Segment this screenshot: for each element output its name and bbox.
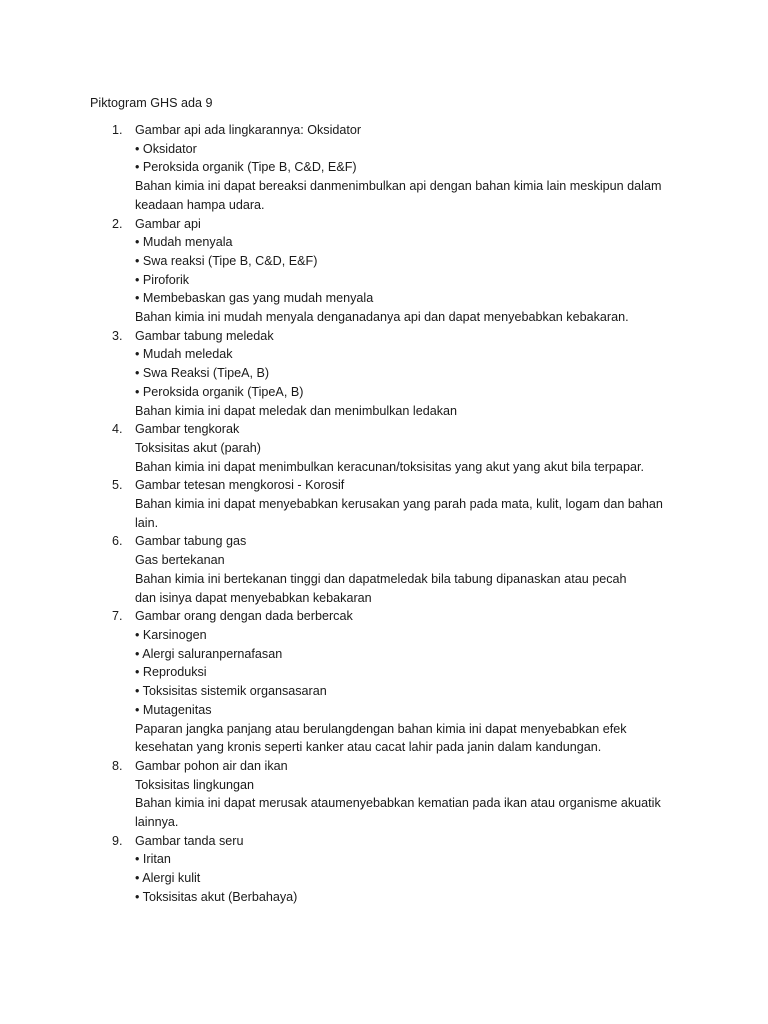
item-text-line: Bahan kimia ini dapat merusak ataumenyebabkan kematian pada ikan atau organisme akuatik	[135, 796, 661, 811]
list-item	[0, 532, 768, 607]
item-number: 6.	[112, 534, 123, 549]
item-heading: Gambar api ada lingkarannya: Oksidator	[135, 123, 362, 137]
item-number: 5.	[112, 478, 123, 493]
item-number: 2.	[112, 216, 123, 231]
bullet-point: • Alergi kulit	[135, 871, 201, 886]
bullet-point: • Reproduksi	[135, 665, 207, 680]
item-heading: Gambar tabung gas	[135, 534, 247, 549]
item-heading: Gambar tabung meledak	[135, 328, 274, 343]
bullet-point: • Toksisitas sistemik organsasaran	[135, 684, 327, 699]
item-text-line: Toksisitas lingkungan	[135, 777, 255, 792]
list-item	[0, 476, 768, 532]
bullet-point: • Mudah meledak	[135, 347, 233, 362]
bullet-point: • Peroksida organik (Tipe B, C&D, E&F)	[135, 160, 357, 175]
item-text-line: Bahan kimia ini dapat meledak dan menimbulkan ledakan	[135, 403, 458, 418]
item-number: 1.	[112, 123, 123, 137]
bullet-point: • Membebaskan gas yang mudah menyala	[135, 291, 374, 306]
bullet-point: • Karsinogen	[135, 627, 207, 642]
item-number: 8.	[112, 758, 123, 773]
bullet-point: • Mutagenitas	[135, 702, 212, 717]
pictogram-list	[0, 121, 768, 907]
list-item	[0, 832, 768, 907]
item-text-line: Bahan kimia ini dapat bereaksi danmenimbulkan api dengan bahan kimia lain meskipun dalam	[135, 179, 662, 194]
bullet-point: • Swa Reaksi (TipeA, B)	[135, 366, 270, 381]
item-text-line: Bahan kimia ini dapat menimbulkan keracunan/toksisitas yang akut yang akut bila terpapar.	[135, 459, 644, 474]
item-heading: Gambar tetesan mengkorosi - Korosif	[135, 478, 345, 493]
bullet-point: • Iritan	[135, 852, 171, 867]
item-number: 3.	[112, 328, 123, 343]
item-text-line: Bahan kimia ini bertekanan tinggi dan dapatmeledak bila tabung dipanaskan atau pecah	[135, 571, 627, 586]
item-text-line: Toksisitas akut (parah)	[135, 440, 261, 455]
item-text-line: kesehatan yang kronis seperti kanker atau cacat lahir pada janin dalam kandungan.	[135, 740, 602, 755]
item-heading: Gambar orang dengan dada berbercak	[135, 609, 353, 624]
list-item	[0, 121, 768, 215]
bullet-point: • Toksisitas akut (Berbahaya)	[135, 889, 298, 904]
bullet-point: • Oksidator	[135, 141, 197, 156]
document-title: Piktogram GHS ada 9	[90, 96, 213, 110]
item-text-line: keadaan hampa udara.	[135, 197, 265, 212]
item-text-line: Gas bertekanan	[135, 553, 225, 568]
item-text-line: Bahan kimia ini mudah menyala denganadanya api dan dapat menyebabkan kebakaran.	[135, 310, 629, 325]
list-item	[0, 607, 768, 757]
item-heading: Gambar tanda seru	[135, 833, 244, 848]
item-text-line: lainnya.	[135, 815, 179, 830]
item-text-line: lain.	[135, 515, 159, 530]
bullet-point: • Mudah menyala	[135, 235, 233, 250]
item-number: 9.	[112, 833, 123, 848]
item-number: 7.	[112, 609, 123, 624]
bullet-point: • Piroforik	[135, 272, 190, 287]
list-item	[0, 327, 768, 421]
item-text-line: Bahan kimia ini dapat menyebabkan kerusakan yang parah pada mata, kulit, logam dan bahan	[135, 497, 663, 512]
bullet-point: • Alergi saluranpernafasan	[135, 646, 283, 661]
item-heading: Gambar tengkorak	[135, 422, 240, 437]
item-text-line: Paparan jangka panjang atau berulangdengan bahan kimia ini dapat menyebabkan efek	[135, 721, 627, 736]
list-item	[0, 215, 768, 327]
item-text-line: dan isinya dapat menyebabkan kebakaran	[135, 590, 372, 605]
item-heading: Gambar api	[135, 216, 201, 231]
bullet-point: • Peroksida organik (TipeA, B)	[135, 384, 304, 399]
list-item	[0, 420, 768, 476]
item-heading: Gambar pohon air dan ikan	[135, 758, 288, 773]
item-number: 4.	[112, 422, 123, 437]
bullet-point: • Swa reaksi (Tipe B, C&D, E&F)	[135, 253, 318, 268]
list-item	[0, 757, 768, 832]
